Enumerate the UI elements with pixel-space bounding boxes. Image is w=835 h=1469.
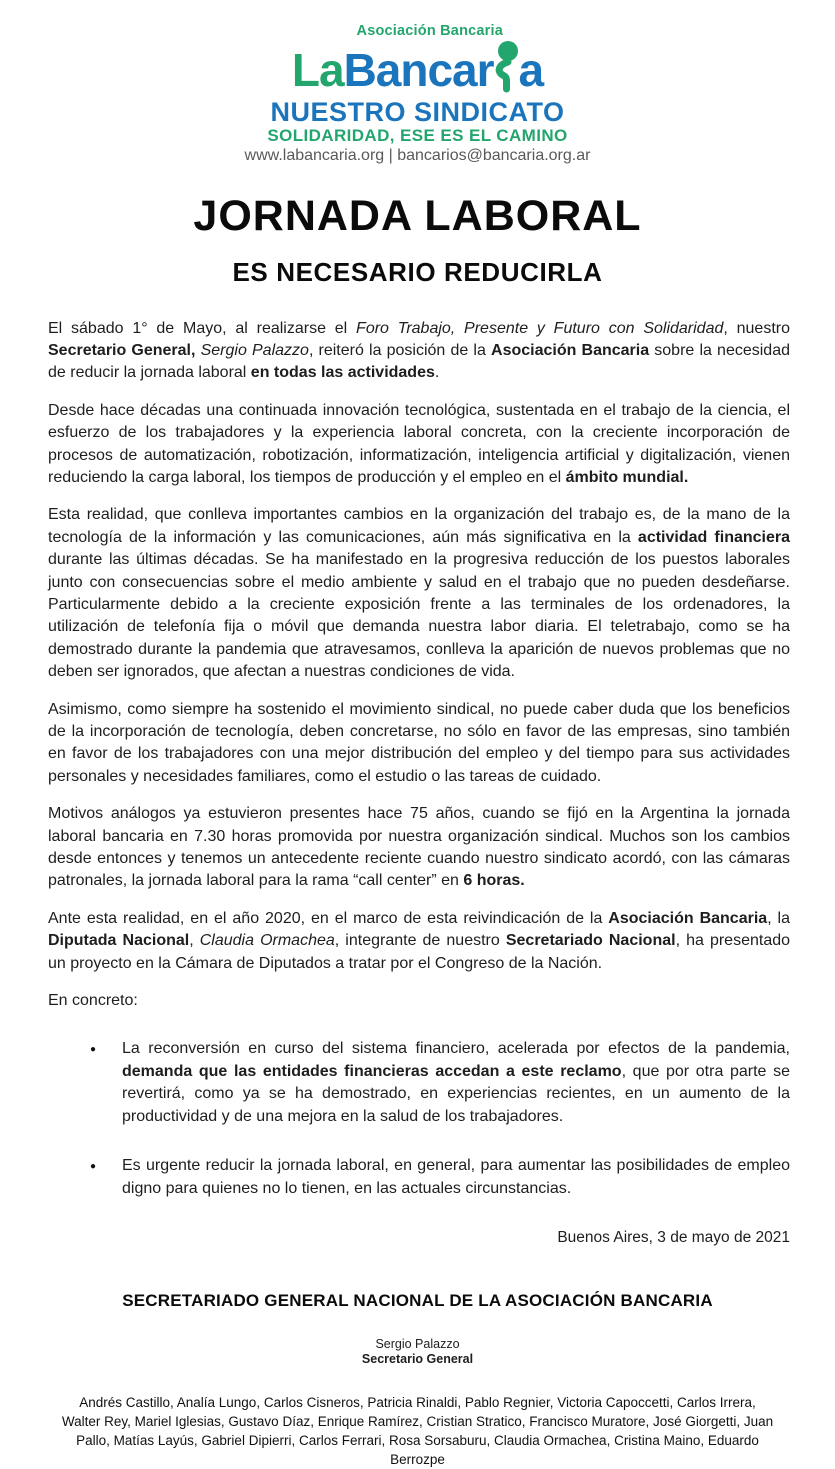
bullet-item-1: ● La reconversión en curso del sistema financiero, acelerada por efectos de la pandemia, demanda que las entidades financieras accedan a este reclamo, que por otra parte se revertirá, como ya se ha demostrado, en experiencias recientes, en un aumento de la productividad y de una mejora en la salud de los trabajadores. [122, 1038, 790, 1128]
labancaria-logo [245, 0, 591, 164]
paragraph-en-concreto: En concreto: [48, 992, 138, 1010]
paragraph-4: Asimismo, como siempre ha sostenido el movimiento sindical, no puede caber duda que los beneficios de la incorporación de tecnología, deben concretarse, no sólo en favor de las empresas, sino también en favor de los trabajadores con una mejor distribución del empleo y del tiempo para sus actividades personales y necesidades familiares, como el estudio o las tareas de cuidado. [48, 700, 790, 785]
paragraph-5: Motivos análogos ya estuvieron presentes hace 75 años, cuando se fijó en la Argentina la jornada laboral bancaria en 7.30 horas promovida por nuestra organización sindical. Muchos son los cambios desde entonces y tenemos un antecedente reciente cuando nuestro sindicato acordó, con las cámaras patronales, la jornada laboral para la rama “call center” en 6 horas. [48, 805, 790, 890]
document-body [48, 318, 790, 1250]
signature-block [0, 1337, 835, 1367]
paragraph-6: Ante esta realidad, en el año 2020, en el marco de esta reivindicación de la Asociación Bancaria, la Diputada Nacional, Claudia Ormachea, integrante de nuestro Secretariado Nacional, ha presentado un proyecto en la Cámara de Diputados a tratar por el Congreso de la Nación. [48, 909, 791, 972]
logo-word-a: a [518, 43, 544, 96]
logo-tagline: Asociación Bancaria [356, 23, 503, 39]
paragraph-3: Esta realidad, que conlleva importantes cambios en la organización del trabajo es, de la mano de la tecnología de la información y las comunicaciones, aún más significativa en la actividad financiera durante las últimas décadas. Se ha manifestado en la progresiva reducción de los puestos laborales junto con consecuencias sobre el medio ambiente y salud en el trabajo que no pueden desdeñarse. Particularmente debido a la creciente exposición frente a las terminales de los ordenadores, la utilización de telefonía fija o móvil que demanda nuestra labor diaria. El teletrabajo, como se ha demostrado durante la pandemia que atravesamos, conlleva la aparición de nuevos problemas que no deben ser ignorados, que afectan a nuestras condiciones de vida. [48, 506, 791, 681]
logo-contact-line: www.labancaria.org | bancarios@bancaria.org.ar [244, 146, 591, 164]
logo-question-mark-icon [493, 41, 520, 97]
bullet-list [48, 1038, 790, 1199]
paragraph-2: Desde hace décadas una continuada innovación tecnológica, sustentada en el trabajo de la ciencia, el esfuerzo de los trabajadores y la experiencia laboral concreta, con la creciente incorporación de procesos de automatización, robotización, informatización, inteligencia artificial y digitalización, vienen reduciendo la carga laboral, los tiempos de producción y el empleo en el ámbito mundial. [48, 401, 790, 486]
paragraph-1: El sábado 1° de Mayo, al realizarse el Foro Trabajo, Presente y Futuro con Solidaridad, nuestro Secretario General, Sergio Palazzo, reiteró la posición de la Asociación Bancaria sobre la necesidad de reducir la jornada laboral en todas las actividades. [48, 319, 791, 382]
dateline: Buenos Aires, 3 de mayo de 2021 [557, 1228, 790, 1246]
bullet-item-2: ● Es urgente reducir la jornada laboral, en general, para aumentar las posibilidades de empleo digno para quienes no lo tienen, en las actuales circunstancias. [122, 1155, 790, 1200]
page-title: JORNADA LABORAL [193, 191, 642, 240]
footer-heading: SECRETARIADO GENERAL NACIONAL DE LA ASOCIACIÓN BANCARIA [122, 1291, 713, 1311]
logo-slogan-sindicato: NUESTRO SINDICATO [270, 96, 565, 127]
logo-wordmark [245, 41, 591, 97]
signer-name: Sergio Palazzo [375, 1337, 460, 1352]
logo-word-la: La [291, 43, 344, 96]
logo-slogan-solidaridad: SOLIDARIDAD, ESE ES EL CAMINO [267, 125, 568, 145]
signer-title: Secretario General [361, 1352, 474, 1367]
page-subtitle: ES NECESARIO REDUCIRLA [232, 256, 603, 287]
logo-word-bancar: Bancar [343, 43, 494, 96]
secretariat-members-list: Andrés Castillo, Analía Lungo, Carlos Cisneros, Patricia Rinaldi, Pablo Regnier, Victoria Capoccetti, Carlos Irrera, Walter Rey, Mariel Iglesias, Gustavo Díaz, Enrique Ramírez, Cristian Stratico, Francisco Muratore, José Giorgetti, Juan Pallo, Matías Layús, Gabriel Dipierri, Carlos Ferrari, Rosa Sorsaburu, Claudia Ormachea, Cristina Maino, Eduardo Berrozpe [61, 1395, 774, 1468]
